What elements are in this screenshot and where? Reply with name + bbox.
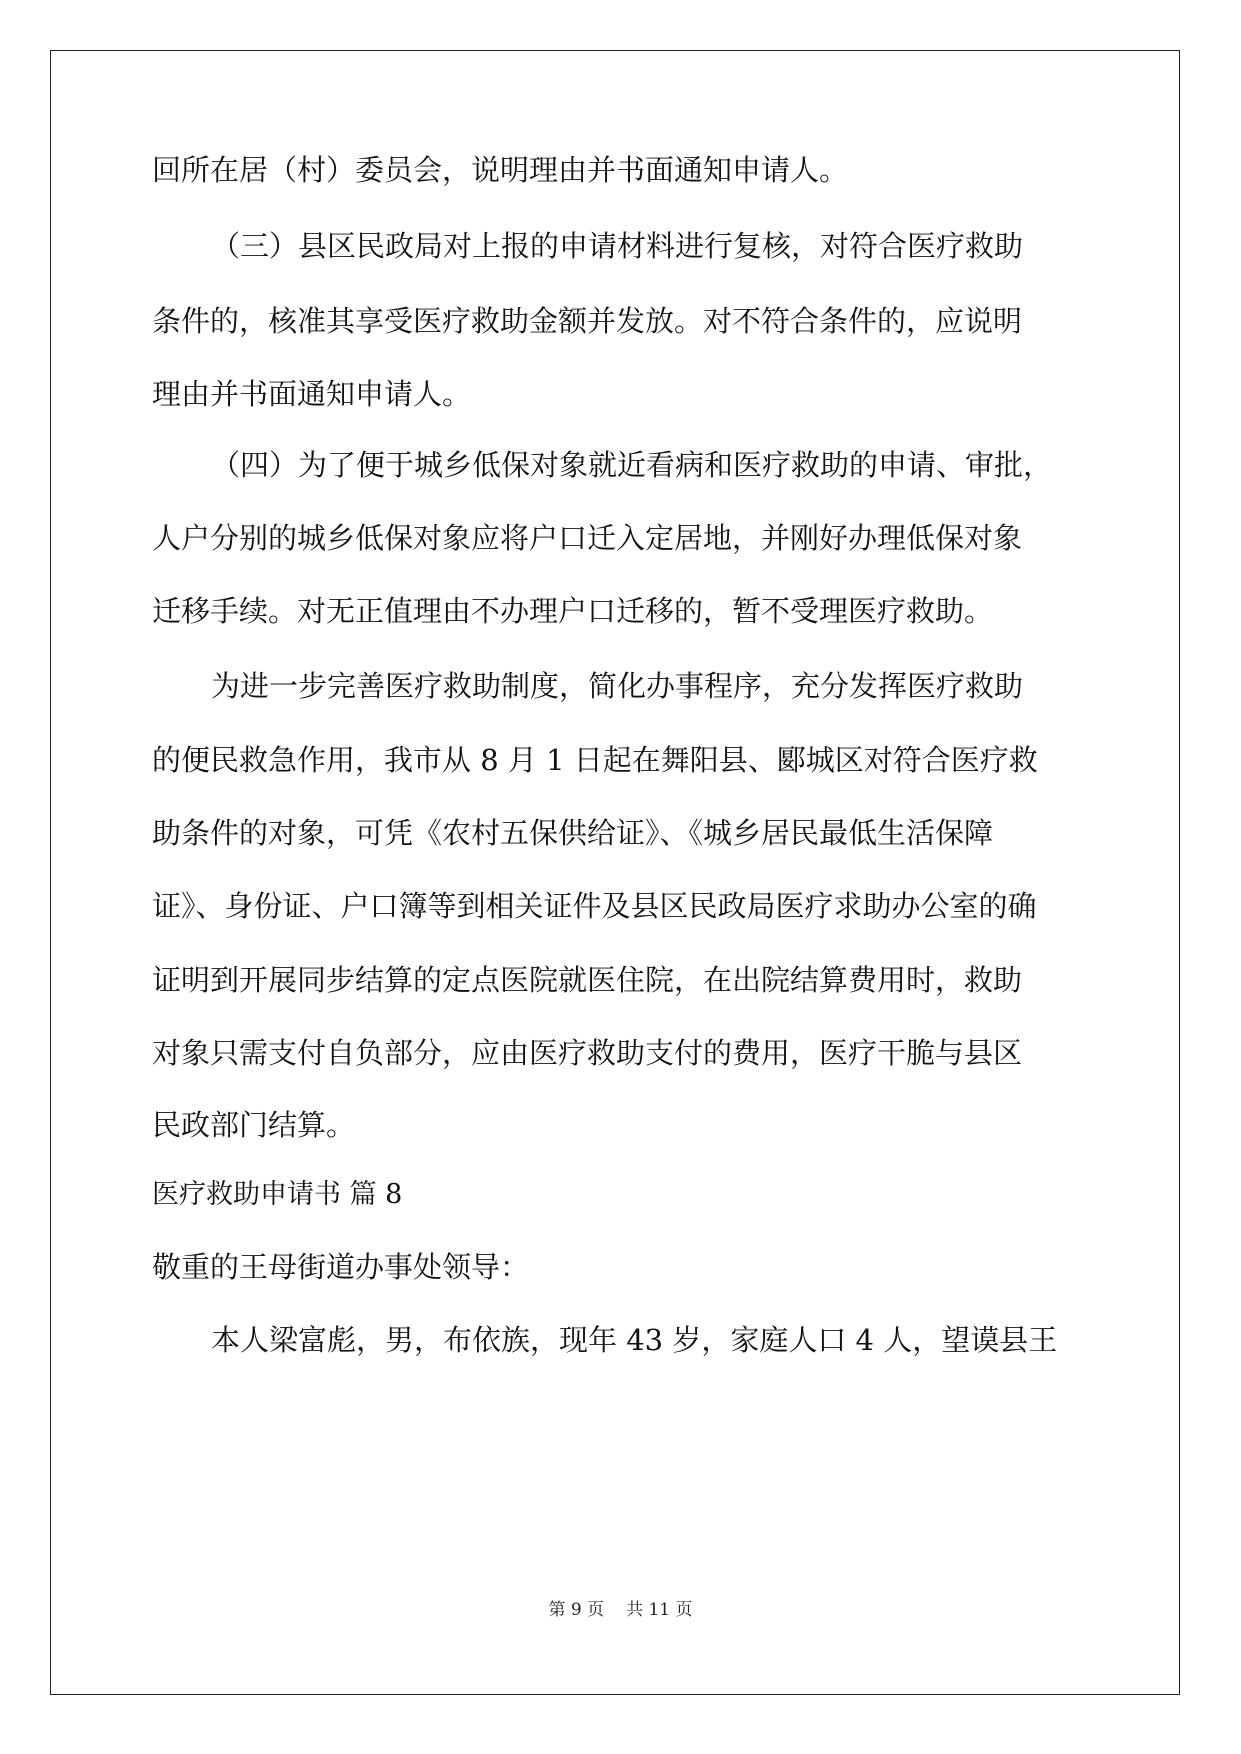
page-total: 共 11 页 (626, 1600, 693, 1620)
text-line: 人户分别的城乡低保对象应将户口迁入定居地，并刚好办理低保对象 (152, 521, 1023, 555)
text-line: （三）县区民政局对上报的申请材料进行复核，对符合医疗救助 (211, 229, 1024, 263)
text-line: 的便民救急作用，我市从 8 月 1 日起在舞阳县、郾城区对符合医疗救 (152, 743, 1038, 777)
text-line: 迁移手续。对无正值理由不办理户口迁移的，暂不受理医疗救助。 (152, 594, 994, 628)
section-heading: 医疗救助申请书 篇 8 (152, 1179, 403, 1210)
page-number: 第 9 页 (548, 1600, 605, 1620)
text-line: 民政部门结算。 (152, 1108, 356, 1142)
text-line: 回所在居（村）委员会，说明理由并书面通知申请人。 (152, 153, 849, 187)
page-footer (0, 1598, 1241, 1622)
text-line: 理由并书面通知申请人。 (152, 377, 472, 411)
text-line: 本人梁富彪，男，布依族，现年 43 岁，家庭人口 4 人，望谟县王 (211, 1323, 1058, 1357)
text-line: 为进一步完善医疗救助制度，简化办事程序，充分发挥医疗救助 (211, 669, 1024, 703)
text-line: 对象只需支付自负部分，应由医疗救助支付的费用，医疗干脆与县区 (152, 1036, 1023, 1070)
salutation-line: 敬重的王母街道办事处领导： (152, 1250, 530, 1284)
text-line: 证明到开展同步结算的定点医院就医住院，在出院结算费用时，救助 (152, 963, 1023, 997)
text-line: （四）为了便于城乡低保对象就近看病和医疗救助的申请、审批， (211, 448, 1053, 482)
page-border (50, 50, 1180, 1695)
text-line: 条件的，核准其享受医疗救助金额并发放。对不符合条件的，应说明 (152, 304, 1023, 338)
text-line: 证》、身份证、户口簿等到相关证件及县区民政局医疗求助办公室的确 (152, 889, 1037, 923)
text-line: 助条件的对象，可凭《农村五保供给证》、《城乡居民最低生活保障 (152, 816, 994, 850)
